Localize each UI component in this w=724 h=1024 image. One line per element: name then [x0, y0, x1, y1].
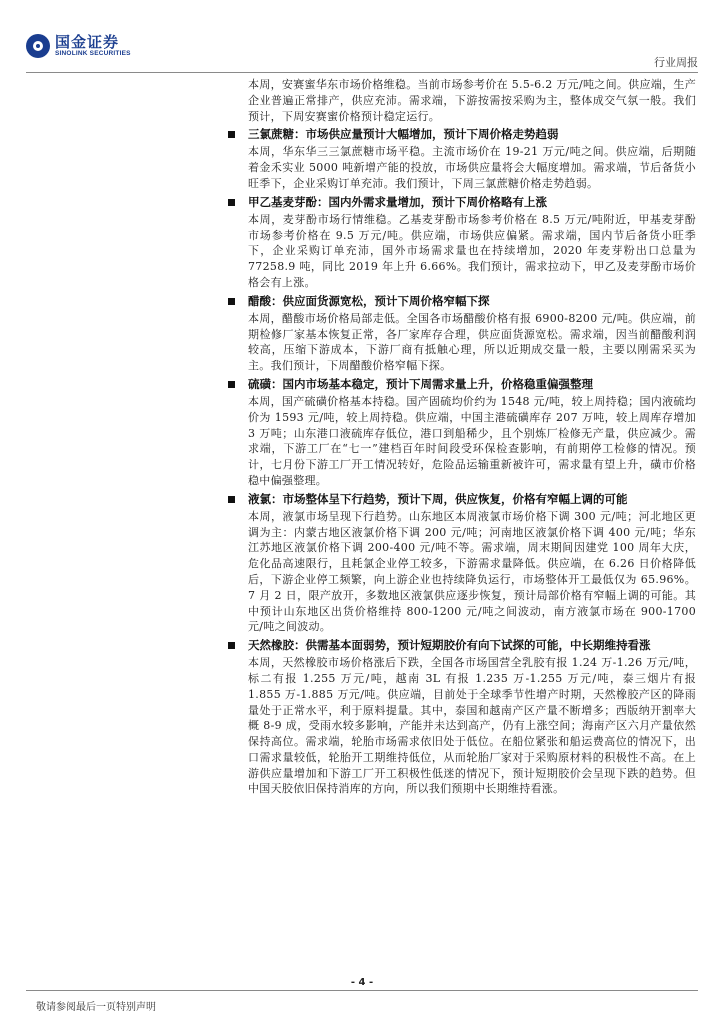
section-sulfur: [248, 376, 696, 489]
section-sucralose: [248, 126, 696, 191]
section-heading: [226, 491, 696, 508]
report-type-label: 行业周报: [654, 56, 698, 69]
section-heading: [226, 126, 696, 143]
section-paragraph: 本周，液氯市场呈现下行趋势。山东地区本周液氯市场价格下调 300 元/吨；河北地区更调为主：内蒙古地区液氯价格下调 200 元/吨；河南地区液氯价格下调 400 元/吨；华东江苏地区液氯价格下调 200-400 元/吨不等。需求端，周末期间因建党 100 周年大庆，危化品高速限行，且耗氯企业停工较多，下游需求量降低。供应端，在 6.26 日价格降低后，下游企业停工频繁，向上游企业也持续降负运行，市场整体开工最低仅为 65.96%。7 月 2 日，限产放开，多数地区液氯供应逐步恢复，预计局部价格有窄幅上调的可能。其中预计山东地区出货价格维持 800-1200 元/吨之间波动，南方液氯市场在 900-1700 元/吨之间波动。: [248, 509, 696, 634]
section-heading: [226, 376, 696, 393]
header-divider: [26, 72, 698, 73]
logo-en-text: SINOLINK SECURITIES: [55, 50, 131, 57]
section-maltol: [248, 194, 696, 291]
section-acesulfame: [248, 77, 696, 124]
section-heading: [226, 194, 696, 211]
section-heading-text: 硫磺：国内市场基本稳定，预计下周需求量上升，价格稳重偏强整理: [248, 376, 593, 391]
section-acetic-acid: [248, 293, 696, 374]
square-bullet-icon: [228, 199, 235, 206]
disclaimer-note: 敬请参阅最后一页特别声明: [36, 1002, 156, 1013]
footer-divider: [26, 990, 698, 991]
section-paragraph: 本周，天然橡胶市场价格涨后下跌，全国各市场国营全乳胶有报 1.24 万-1.26 万元/吨，标二有报 1.255 万元/吨，越南 3L 有报 1.235 万-1.255 万元/吨，泰三烟片有报 1.855 万-1.885 万元/吨。供应端，目前处于全球季节性增产时期，天然橡胶产区的降雨量处于正常水平，利于原料提量。其中，泰国和越南产区产量不断增多；西版纳开割率大概 8-9 成，受雨水较多影响，产能并未达到高产，仍有上涨空间；海南产区六月产量依然保持高位。需求端，轮胎市场需求依旧处于低位。在船位紧张和船运费高位的情况下，出口需求量较低，轮胎开工期维持低位，从而轮胎厂家对于采购原材料的积极性不高。在上游供应量增加和下游工厂开工积极性低迷的情况下，预计短期胶价会呈现下跌的趋势。但中国天胶依旧保持消库的方向，所以我们预期中长期维持看涨。: [248, 656, 696, 796]
section-paragraph: 本周，醋酸市场价格局部走低。全国各市场醋酸价格有报 6900-8200 元/吨。供应端，前期检修厂家基本恢复正常，各厂家库存合理，供应面货源宽松。需求端，因当前醋酸利润较高，压缩下游成本，下游厂商有抵触心理，所以近期成交量一般，主要以刚需采买为主。我们预计，下周醋酸价格窄幅下探。: [248, 311, 696, 373]
square-bullet-icon: [228, 496, 235, 503]
section-heading: [226, 293, 696, 310]
section-paragraph: 本周，华东华三三氯蔗糖市场平稳。主流市场价在 19-21 万元/吨之间。供应端，后期随着金禾实业 5000 吨新增产能的投放，市场供应量将会大幅度增加。需求端，节后备货小旺季下，企业采购订单充沛。我们预计，下周三氯蔗糖价格走势趋弱。: [248, 145, 696, 190]
square-bullet-icon: [228, 642, 235, 649]
square-bullet-icon: [228, 298, 235, 305]
section-paragraph: 本周，国产硫磺价格基本持稳。国产固硫均价约为 1548 元/吨，较上周持稳；国内液硫均价为 1593 元/吨，较上周持稳。供应端，中国主港硫磺库存 207 万吨，较上周库存增加 3 万吨；山东港口液硫库存低位，港口到船稀少，且个别炼厂检修无产量，供应减少。需求端，下游工厂在“七一”建档百年时间段受环保检查影响，有前期停工检修的情况。预计，七月份下游工厂开工情况转好，危险品运输重新被许可，需求量有望上升，磺市价格稳中偏强整理。: [248, 394, 696, 487]
section-natural-rubber: [248, 637, 696, 797]
report-body: [248, 77, 696, 799]
square-bullet-icon: [228, 131, 235, 138]
square-bullet-icon: [228, 381, 235, 388]
section-paragraph: 本周，麦芽酚市场行情维稳。乙基麦芽酚市场参考价格在 8.5 万元/吨附近，甲基麦芽酚市场参考价格在 9.5 万元/吨。供应端，市场供应偏紧。需求端，国内节后备货小旺季下，企业采购订单充沛，国外市场需求量也在持续增加，2020 年麦芽粉出口总量为 77258.9 吨，同比 2019 年上升 6.66%。我们预计，需求拉动下，甲乙及麦芽酚市场价格会有上涨。: [248, 212, 696, 289]
section-heading-text: 甲乙基麦芽酚：国内外需求量增加，预计下周价格略有上涨: [248, 194, 547, 209]
company-logo: [26, 34, 131, 58]
section-heading-text: 三氯蔗糖：市场供应量预计大幅增加，预计下周价格走势趋弱: [248, 127, 559, 142]
section-paragraph: 本周，安赛蜜华东市场价格维稳。当前市场参考价在 5.5-6.2 万元/吨之间。供应端，生产企业普遍正常排产，供应充沛。需求端，下游按需按采购为主，整体成交气氛一般。我们预计，下周安赛蜜价格预计稳定运行。: [248, 78, 696, 123]
section-heading-text: 天然橡胶：供需基本面弱势，预计短期胶价有向下试探的可能，中长期维持看涨: [248, 638, 651, 653]
section-heading-text: 醋酸：供应面货源宽松，预计下周价格窄幅下探: [248, 293, 490, 308]
section-heading-text: 液氯：市场整体呈下行趋势，预计下周，供应恢复，价格有窄幅上调的可能: [248, 491, 628, 506]
page-header: [26, 30, 698, 72]
page-number: - 4 -: [350, 977, 374, 988]
logo-cn-text: 国金证券: [55, 33, 120, 51]
logo-icon: [26, 34, 50, 58]
section-liquid-chlorine: [248, 491, 696, 635]
section-heading: [226, 637, 696, 654]
